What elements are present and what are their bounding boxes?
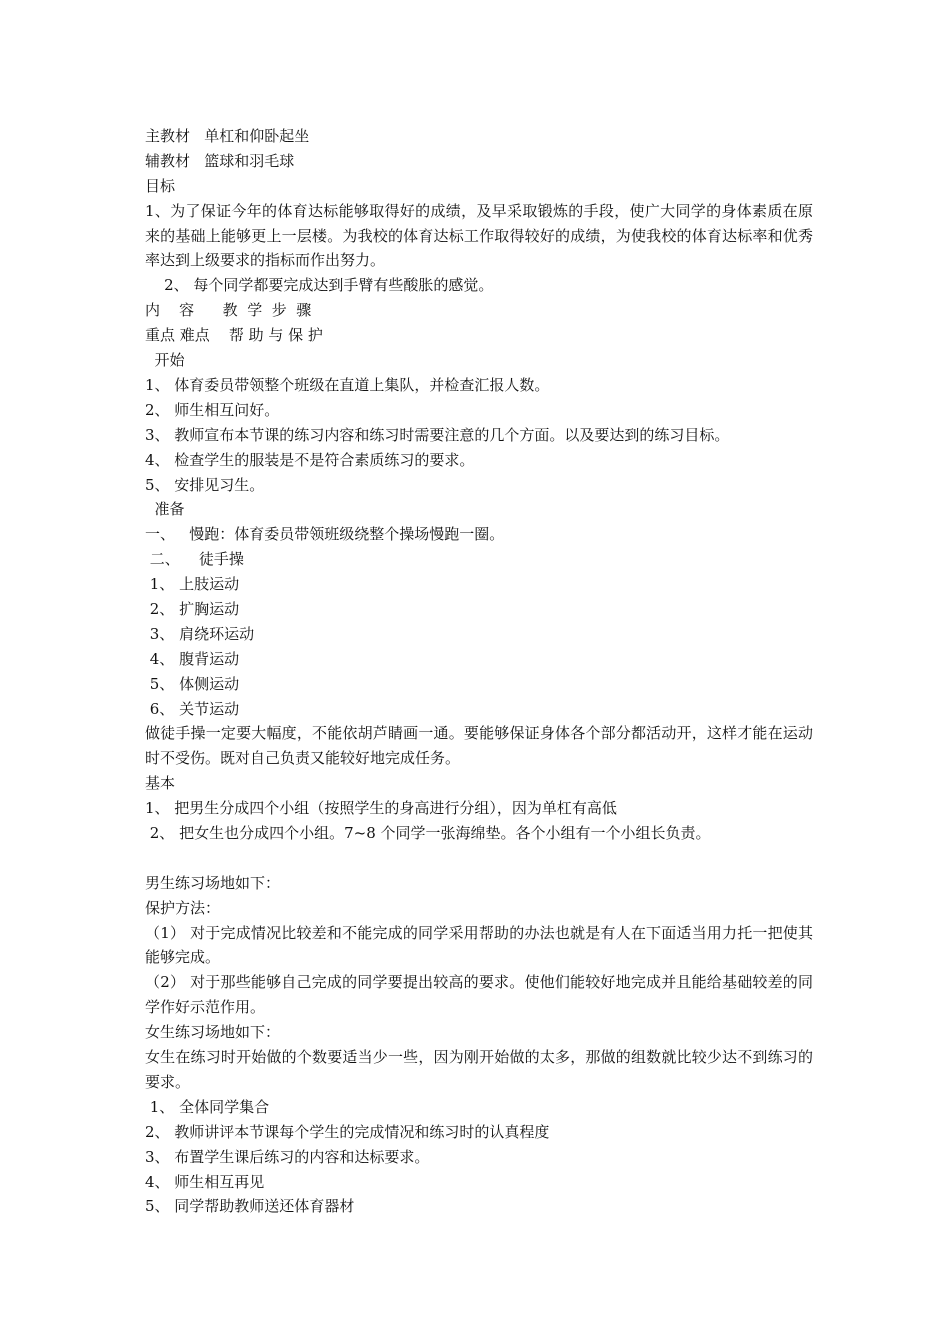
basic-section-heading: 基本 (145, 774, 176, 793)
list-item: 4、 腹背运动 (145, 649, 240, 668)
objective-2-line: 2、 每个同学都要完成达到手臂有些酸胀的感觉。 (145, 276, 494, 295)
list-item: 1、 上肢运动 (145, 575, 240, 594)
list-item: 1、 把男生分成四个小组（按照学生的身高进行分组），因为单杠有高低 (145, 799, 617, 818)
girls-note-paragraph: 女生在练习时开始做的个数要适当少一些，因为刚开始做的太多，那做的组数就比较少达不到练习的要求。 (145, 1048, 813, 1091)
list-item: 一、 慢跑：体育委员带领班级绕整个操场慢跑一圈。 (145, 525, 505, 544)
list-item: 2、 把女生也分成四个小组。7~8 个同学一张海绵垫。各个小组有一个小组长负责。 (145, 824, 711, 843)
list-item: 1、 体育委员带领整个班级在直道上集队，并检查汇报人数。 (145, 375, 550, 394)
list-item: 1、 全体同学集合 (145, 1097, 270, 1116)
list-item: 3、 布置学生课后练习的内容和达标要求。 (145, 1147, 430, 1166)
key-points-header: 重点 难点 帮 助 与 保 护 (145, 326, 323, 345)
auxiliary-material-line: 辅教材 篮球和羽毛球 (145, 151, 295, 170)
objective-1-paragraph: 1、为了保证今年的体育达标能够取得好的成绩，及早采取锻炼的手段，使广大同学的身体素质在原来的基础上能够更上一层楼。为我校的体育达标工作取得较好的成绩，为使我校的体育达标率和优秀率达到上级要求的指标而作出努力。 (145, 201, 813, 270)
list-item: 4、 师生相互再见 (145, 1172, 265, 1191)
list-item: 6、 关节运动 (145, 699, 240, 718)
list-item: 3、 教师宣布本节课的练习内容和练习时需要注意的几个方面。以及要达到的练习目标。 (145, 425, 730, 444)
main-material-line: 主教材 单杠和仰卧起坐 (145, 127, 310, 145)
exercise-note-paragraph: 做徒手操一定要大幅度，不能依胡芦睛画一通。要能够保证身体各个部分都活动开，这样才能在运动时不受伤。既对自己负责又能较好地完成任务。 (145, 724, 813, 768)
list-item: 2、 教师讲评本节课每个学生的完成情况和练习时的认真程度 (145, 1122, 550, 1141)
objective-heading: 目标 (145, 176, 176, 195)
start-section-heading: 开始 (145, 351, 185, 370)
content-steps-header: 内 容 教 学 步 骤 (145, 301, 312, 320)
document-body (145, 124, 813, 1219)
list-item: 二、 徒手操 (145, 550, 244, 569)
list-item: 5、 同学帮助教师送还体育器材 (145, 1197, 355, 1216)
list-item: 3、 肩绕环运动 (145, 624, 255, 643)
blank-line (145, 846, 813, 871)
list-item: 5、 安排见习生。 (145, 475, 265, 494)
boys-field-line: 男生练习场地如下： (145, 873, 281, 892)
list-item: 5、 体侧运动 (145, 674, 240, 693)
girls-field-line: 女生练习场地如下： (145, 1023, 281, 1042)
protection-1-paragraph: （1） 对于完成情况比较差和不能完成的同学采用帮助的办法也就是有人在下面适当用力托一把使其能够完成。 (145, 923, 813, 967)
prepare-section-heading: 准备 (145, 500, 185, 519)
protection-method-heading: 保护方法： (145, 898, 221, 917)
protection-2-paragraph: （2） 对于那些能够自己完成的同学要提出较高的要求。使他们能较好地完成并且能给基础较差的同学作好示范作用。 (145, 973, 813, 1017)
list-item: 2、 师生相互问好。 (145, 400, 280, 419)
list-item: 4、 检查学生的服装是不是符合素质练习的要求。 (145, 450, 475, 469)
list-item: 2、 扩胸运动 (145, 599, 240, 618)
